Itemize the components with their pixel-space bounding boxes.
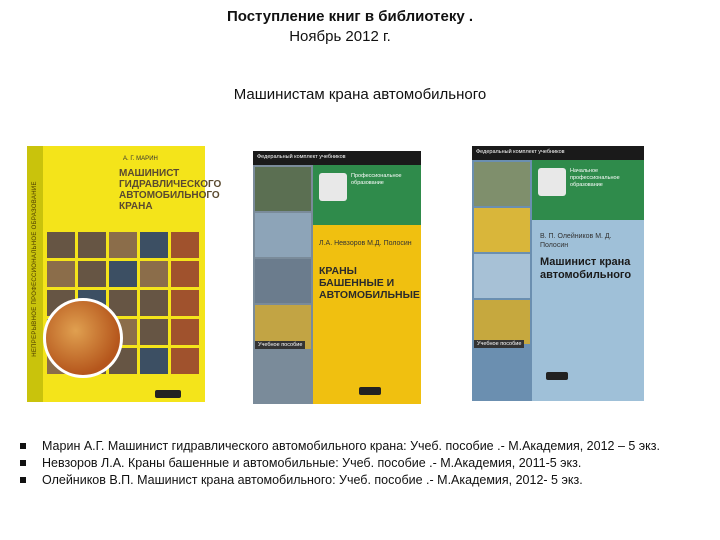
page-date: Ноябрь 2012 г.: [289, 28, 391, 45]
series-label: Федеральный комплект учебников: [476, 149, 565, 155]
book-author: В. П. Олейников М. Д. Полосин: [540, 233, 612, 249]
book-author: А. Г. МАРИН: [123, 156, 158, 162]
program-label: Профессиональное образование: [351, 173, 402, 186]
book-title: Машинист крана автомобильного: [540, 256, 632, 281]
spine-label: НЕПРЕРЫВНОЕ ПРОФЕССИОНАЛЬНОЕ ОБРАЗОВАНИЕ: [32, 181, 38, 357]
list-item-text: Олейников В.П. Машинист крана автомобильного: Учеб. пособие .- М.Академия, 2012- 5 экз.: [42, 473, 583, 487]
list-item-text: Марин А.Г. Машинист гидравлического автомобильного крана: Учеб. пособие .- М.Академия, 2012 – 5 экз.: [42, 439, 660, 453]
square-bullet-icon: [20, 477, 26, 483]
book-cover-marin: [27, 146, 222, 402]
square-bullet-icon: [20, 460, 26, 466]
list-item-text: Невзоров Л.А. Краны башенные и автомобильные: Учеб. пособие .- М.Академия, 2011-5 экз.: [42, 456, 582, 470]
book-cover-nevzorov: [253, 151, 421, 404]
list-item: [20, 438, 710, 455]
book-title: КРАНЫ БАШЕННЫЕ И АВТОМОБИЛЬНЫЕ: [319, 265, 420, 301]
book-type-label: Учебное пособие: [474, 340, 524, 348]
book-list: [20, 438, 710, 489]
list-item: [20, 455, 710, 472]
trowel-icon: [319, 173, 347, 201]
square-bullet-icon: [20, 443, 26, 449]
publisher-logo: [359, 387, 381, 395]
trowel-icon: [538, 168, 566, 196]
list-item: [20, 472, 710, 489]
book-title: МАШИНИСТ ГИДРАВЛИЧЕСКОГО АВТОМОБИЛЬНОГО КРАНА: [119, 168, 222, 212]
series-label: Федеральный комплект учебников: [257, 154, 346, 160]
book-cover-oleynikov: [472, 146, 644, 401]
publisher-logo: [155, 390, 181, 398]
publisher-logo: [546, 372, 568, 380]
crane-photo-circle: [43, 298, 123, 378]
cover-photo-strip: [253, 165, 313, 404]
book-type-label: Учебное пособие: [255, 341, 305, 349]
cover-photo-strip: [472, 160, 532, 401]
page-title: Поступление книг в библиотеку .: [226, 8, 474, 25]
section-subtitle: Машинистам крана автомобильного: [233, 86, 487, 103]
program-label: Начальное профессиональное образование: [570, 168, 620, 188]
book-author: Л.А. Невзоров М.Д. Полосин: [319, 240, 412, 247]
